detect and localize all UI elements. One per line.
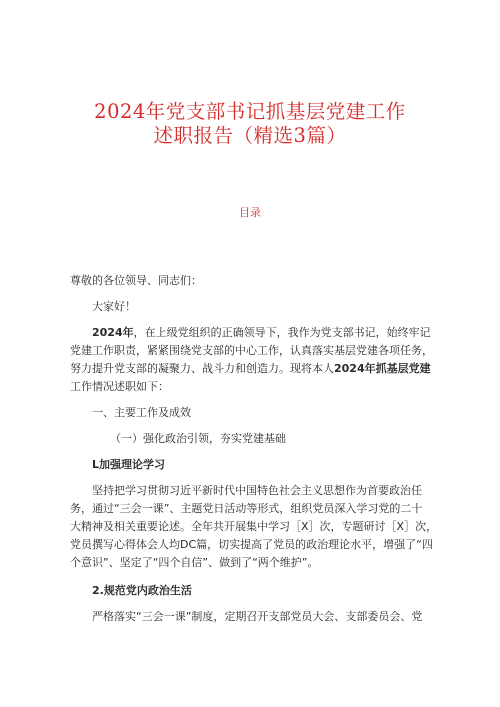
item-1-title: L加强理论学习 [92, 458, 166, 471]
intro-lead-year: 2024年 [92, 326, 134, 339]
subsection-heading-1: （一）强化政治引领，夯实党建基础 [110, 432, 286, 445]
item-1-line-1: 坚持把学习贯彻习近平新时代中国特色社会主义思想作为首要政治任 [92, 484, 422, 497]
intro-line-4: 工作情况述职如下： [70, 380, 169, 393]
item-1-line-4: 党员撰写心得体会人均DC篇，切实提高了党员的政治理论水平，增强了“四 [70, 538, 433, 551]
intro-line-1 [92, 325, 431, 341]
table-of-contents-label[interactable]: 目录 [239, 206, 261, 219]
item-1-line-5: 个意识”、坚定了“四个自信”、做到了“两个维护”。 [70, 556, 319, 569]
intro-line-3 [70, 361, 431, 377]
intro-line-3-text: 努力提升党支部的凝聚力、战斗力和创造力。现将本人 [70, 362, 334, 375]
document-title-line-2: 述职报告（精选3篇） [153, 124, 347, 147]
section-heading-1: 一、主要工作及成效 [92, 406, 191, 419]
item-1-line-2: 务，通过“三会一课”、主题党日活动等形式，组织党员深入学习党的二十 [70, 502, 423, 515]
item-2-title: 2.规范党内政治生活 [92, 584, 192, 597]
item-1-line-3: 大精神及相关重要论述。全年共开展集中学习［X］次，专题研讨［X］次， [70, 520, 438, 533]
intro-line-1-text: ，在上级党组织的正确领导下，我作为党支部书记，始终牢记 [133, 326, 431, 339]
document-title-line-1: 2024年党支部书记抓基层党建工作 [94, 100, 406, 123]
item-2-line-1: 严格落实“三会一课”制度，定期召开支部党员大会、支部委员会、党 [92, 610, 423, 623]
greeting: 大家好！ [92, 300, 136, 313]
salutation: 尊敬的各位领导、同志们： [70, 274, 202, 287]
intro-bold-phrase: 2024年抓基层党建 [334, 362, 431, 375]
intro-line-2: 党建工作职责，紧紧围绕党支部的中心工作，认真落实基层党建各项任务， [70, 344, 433, 357]
